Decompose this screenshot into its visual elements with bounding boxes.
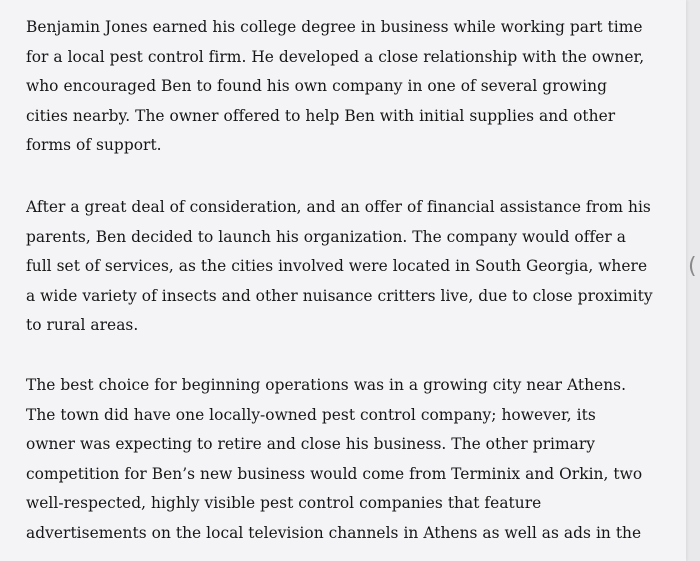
text-line: parents, Ben decided to launch his organization. The company would offer a <box>26 227 626 246</box>
text-line: to rural areas. <box>26 316 139 335</box>
text-line: for a local pest control firm. He developed a close relationship with the owner, <box>26 47 645 66</box>
paragraph-1 <box>26 13 668 161</box>
text-line: competition for Ben’s new business would come from Terminix and Orkin, two <box>26 464 643 483</box>
text-line: well-respected, highly visible pest control companies that feature <box>26 494 542 513</box>
text-line: cities nearby. The owner offered to help Ben with initial supplies and other <box>26 106 616 125</box>
text-line: The best choice for beginning operations was in a growing city near Athens. <box>26 376 627 394</box>
paragraph-3 <box>26 371 668 549</box>
text-line: Benjamin Jones earned his college degree in business while working part time <box>26 18 643 36</box>
edge-paren-glyph: ( <box>688 254 697 279</box>
text-line: forms of support. <box>26 136 162 155</box>
text-line: After a great deal of consideration, and an offer of financial assistance from his <box>26 198 651 216</box>
text-line: advertisements on the local television channels in Athens as well as ads in the <box>26 523 642 542</box>
text-line: a wide variety of insects and other nuisance critters live, due to close proximity <box>26 286 653 305</box>
text-line: owner was expecting to retire and close his business. The other primary <box>26 435 596 454</box>
paragraph-2 <box>26 193 668 341</box>
text-line: The town did have one locally-owned pest control company; however, its <box>26 405 596 424</box>
page-bottom-fade <box>0 547 686 561</box>
text-line: full set of services, as the cities involved were located in South Georgia, where <box>26 257 648 276</box>
text-line: who encouraged Ben to found his own company in one of several growing <box>26 77 607 96</box>
